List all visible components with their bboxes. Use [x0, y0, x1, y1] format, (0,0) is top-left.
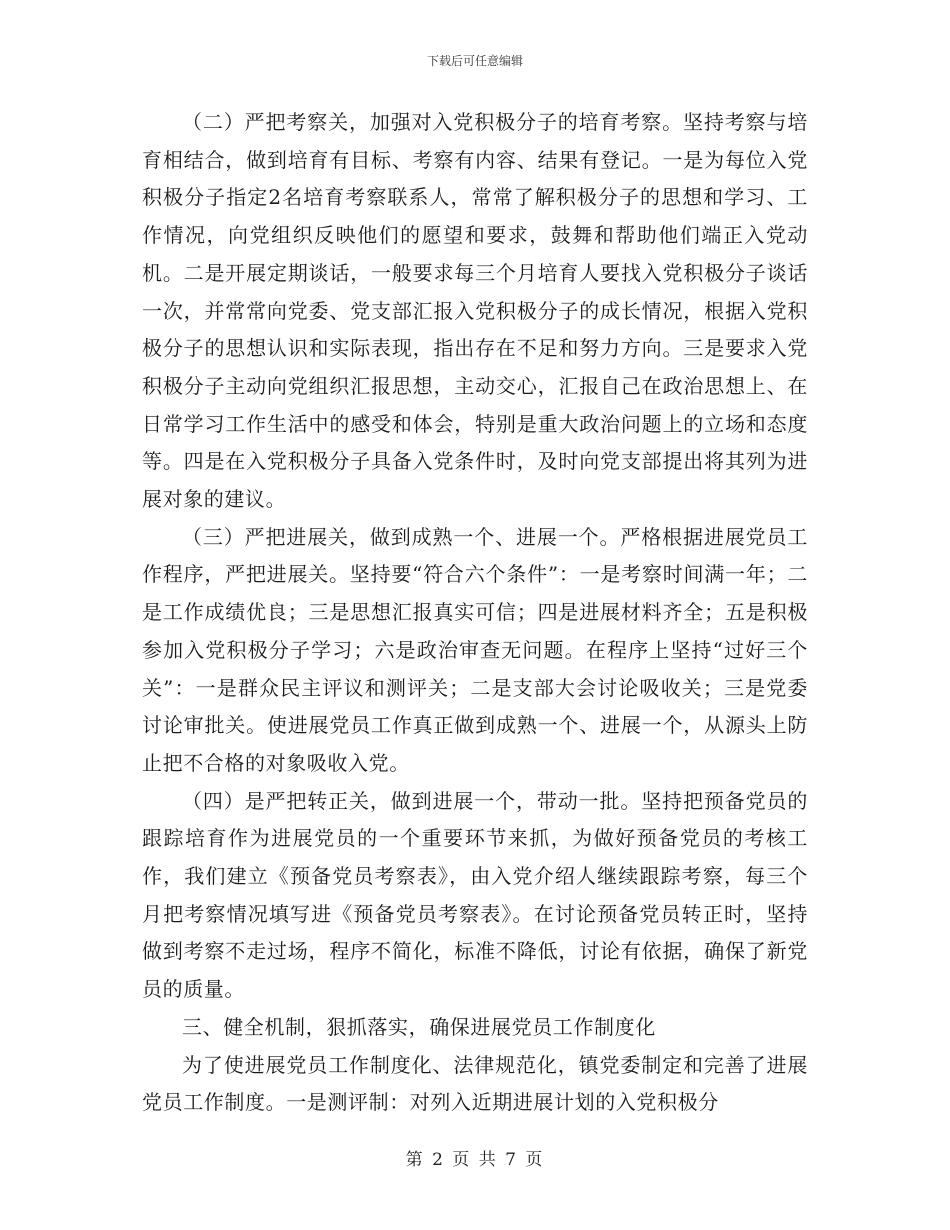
- paragraph-strict-inspection: （二）严把考察关，加强对入党积极分子的培育考察。坚持考察与培育相结合，做到培育有目标、考察有内容、结果有登记。一是为每位入党积极分子指定2名培育考察联系人，常常了解积极分子的思想和学习、工作情况，向党组织反映他们的愿望和要求，鼓舞和帮助他们端正入党动机。二是开展定期谈话，一般要求每三个月培育人要找入党积极分子谈话一次，并常常向党委、党支部汇报入党积极分子的成长情况，根据入党积极分子的思想认识和实际表现，指出存在不足和努力方向。三是要求入党积极分子主动向党组织汇报思想，主动交心，汇报自己在政治思想上、在日常学习工作生活中的感受和体会，特别是重大政治问题上的立场和态度等。四是在入党积极分子具备入党条件时，及时向党支部提出将其列为进展对象的建议。: [142, 110, 808, 512]
- section-heading-mechanism: 三、健全机制，狠抓落实，确保进展党员工作制度化: [182, 1014, 656, 1039]
- paragraph-strict-development: （三）严把进展关，做到成熟一个、进展一个。严格根据进展党员工作程序，严把进展关。坚持要“符合六个条件”：一是考察时间满一年；二是工作成绩优良；三是思想汇报真实可信；四是进展材料齐全；五是积极参加入党积极分子学习；六是政治审查无问题。在程序上坚持“过好三个关”：一是群众民主评议和测评关；二是支部大会讨论吸收关；三是党委讨论审批关。使进展党员工作真正做到成熟一个、进展一个，从源头上防止把不合格的对象吸收入党。: [142, 524, 808, 775]
- document-body: [142, 104, 808, 1122]
- paragraph-institutionalization: 为了使进展党员工作制度化、法律规范化，镇党委制定和完善了进展党员工作制度。一是测评制：对列入近期进展计划的入党积极分: [142, 1052, 808, 1115]
- paragraph-strict-confirmation: （四）是严把转正关，做到进展一个，带动一批。坚持把预备党员的跟踪培育作为进展党员的一个重要环节来抓，为做好预备党员的考核工作，我们建立《预备党员考察表》，由入党介绍人继续跟踪考察，每三个月把考察情况填写进《预备党员考察表》。在讨论预备党员转正时，坚持做到考察不走过场，程序不简化，标准不降低，讨论有依据，确保了新党员的质量。: [142, 788, 808, 1002]
- page-number: 第 2 页 共 7 页: [405, 1150, 545, 1170]
- page-header: 下载后可任意编辑: [426, 54, 523, 68]
